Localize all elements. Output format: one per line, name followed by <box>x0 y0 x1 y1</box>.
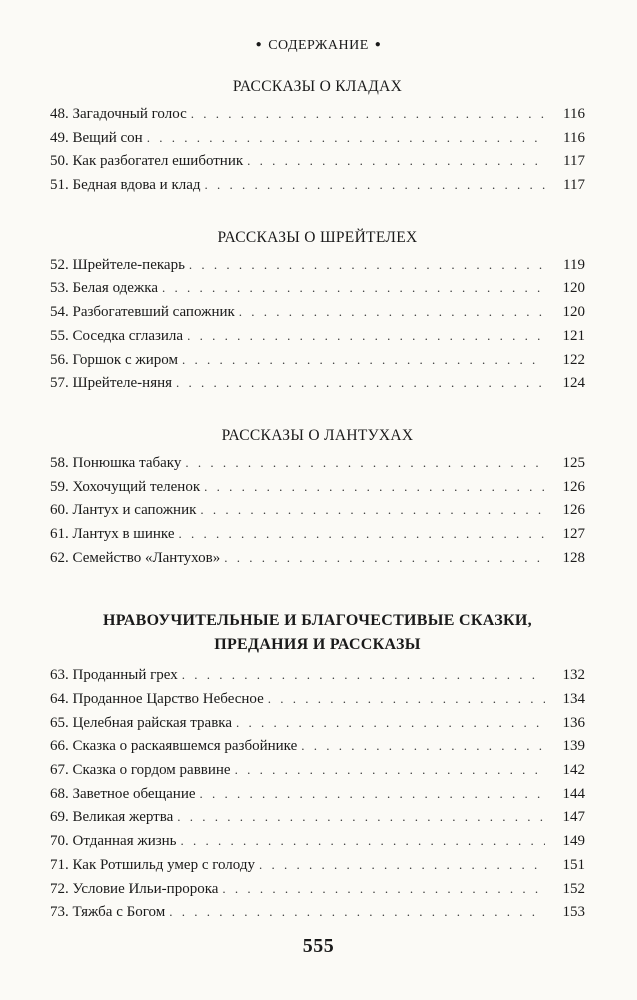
toc-entry[interactable] <box>50 738 585 762</box>
toc-entry[interactable] <box>50 526 585 550</box>
toc-entry[interactable] <box>50 280 585 304</box>
bullet-icon: ● <box>255 39 263 50</box>
toc-entry[interactable] <box>50 691 585 715</box>
entry-page: 153 <box>562 904 585 921</box>
section-title: РАССКАЗЫ О КЛАДАХ <box>232 78 403 95</box>
entry-page: 124 <box>562 375 585 392</box>
leader-dots <box>301 738 545 754</box>
leader-dots <box>236 715 545 731</box>
leader-dots <box>169 904 545 920</box>
entry-page: 134 <box>562 691 585 707</box>
leader-dots <box>204 479 545 495</box>
entry-page: 127 <box>562 525 585 542</box>
toc-entry[interactable] <box>50 153 585 177</box>
entry-page: 126 <box>562 478 585 495</box>
leader-dots <box>181 833 545 849</box>
entry-page: 152 <box>562 880 585 897</box>
leader-dots <box>178 526 545 542</box>
leader-dots <box>162 280 545 296</box>
leader-dots <box>224 550 545 566</box>
entry-page: 144 <box>562 785 585 802</box>
leader-dots <box>200 786 545 802</box>
entry-title: 61. Лантух в шинке <box>50 525 175 542</box>
entry-page: 136 <box>562 714 585 731</box>
leader-dots <box>182 667 545 683</box>
running-head <box>0 38 637 54</box>
entry-title: 64. Проданное Царство Небесное <box>50 691 264 707</box>
entry-title: 63. Проданный грех <box>50 667 178 684</box>
toc-content <box>50 72 585 928</box>
toc-entry[interactable] <box>50 304 585 328</box>
entry-page: 125 <box>562 454 585 471</box>
entry-title: 70. Отданная жизнь <box>50 833 177 850</box>
entry-page: 151 <box>562 856 585 873</box>
leader-dots <box>182 352 545 368</box>
page-number: 555 <box>302 935 335 957</box>
toc-entry[interactable] <box>50 904 585 928</box>
entry-page: 117 <box>563 153 585 170</box>
toc-entry[interactable] <box>50 479 585 503</box>
entry-page: 147 <box>562 809 585 826</box>
entry-title: 48. Загадочный голос <box>50 106 187 122</box>
leader-dots <box>235 762 545 778</box>
toc-entry[interactable] <box>50 715 585 739</box>
leader-dots <box>247 153 545 169</box>
entry-page: 117 <box>563 177 585 194</box>
entry-title: 69. Великая жертва <box>50 809 174 826</box>
section-title: РАССКАЗЫ О ЛАНТУХАХ <box>221 426 414 444</box>
entry-title: 54. Разбогатевший сапожник <box>50 304 235 321</box>
leader-dots <box>268 691 545 707</box>
entry-title: 55. Соседка сглазила <box>50 327 184 344</box>
entry-page: 128 <box>562 549 585 566</box>
toc-entry[interactable] <box>50 375 585 399</box>
entry-page: 139 <box>562 738 585 755</box>
entry-title: 65. Целебная райская травка <box>50 714 233 731</box>
entry-title: 73. Тяжба с Богом <box>50 904 166 921</box>
running-head-text: СОДЕРЖАНИЕ <box>268 38 369 53</box>
entry-page: 126 <box>562 502 585 519</box>
entry-title: 50. Как разбогател ешиботник <box>50 153 244 170</box>
toc-entry[interactable] <box>50 550 585 574</box>
entry-page: 116 <box>563 129 585 146</box>
leader-dots <box>189 257 545 273</box>
entry-page: 116 <box>563 106 585 122</box>
entry-title: 51. Бедная вдова и клад <box>50 177 201 194</box>
leader-dots <box>187 328 545 344</box>
toc-entry[interactable] <box>50 786 585 810</box>
toc-entry[interactable] <box>50 502 585 526</box>
entry-page: 149 <box>562 833 585 850</box>
bullet-icon: ● <box>374 39 382 50</box>
toc-entry[interactable] <box>50 857 585 881</box>
entry-page: 120 <box>562 304 585 321</box>
toc-entry[interactable] <box>50 130 585 154</box>
entry-page: 119 <box>563 256 585 273</box>
entry-page: 122 <box>562 351 585 368</box>
toc-entry[interactable] <box>50 455 585 479</box>
entry-title: 57. Шрейтеле-няня <box>50 375 173 392</box>
leader-dots <box>185 455 545 471</box>
toc-entry[interactable] <box>50 833 585 857</box>
section-title-line: НРАВОУЧИТЕЛЬНЫЕ И БЛАГОЧЕСТИВЫЕ СКАЗКИ, <box>103 612 532 630</box>
entry-title: 72. Условие Ильи-пророка <box>50 880 219 897</box>
leader-dots <box>239 304 545 320</box>
leader-dots <box>259 857 545 873</box>
leader-dots <box>191 106 545 122</box>
entry-title: 62. Семейство «Лантухов» <box>50 549 221 566</box>
entry-title: 53. Белая одежка <box>50 280 159 297</box>
toc-entry[interactable] <box>50 106 585 130</box>
toc-entry[interactable] <box>50 257 585 281</box>
section-title <box>50 609 585 657</box>
toc-entry[interactable] <box>50 881 585 905</box>
leader-dots <box>147 130 545 146</box>
entry-page: 142 <box>562 762 585 779</box>
entry-title: 67. Сказка о гордом раввине <box>50 762 231 779</box>
leader-dots <box>205 177 545 193</box>
toc-entry[interactable] <box>50 352 585 376</box>
entry-title: 66. Сказка о раскаявшемся разбойнике <box>50 738 298 755</box>
toc-entry[interactable] <box>50 809 585 833</box>
toc-entry[interactable] <box>50 328 585 352</box>
entry-title: 49. Вещий сон <box>50 129 143 146</box>
entry-title: 58. Понюшка табаку <box>50 454 182 471</box>
entry-page: 120 <box>562 280 585 297</box>
leader-dots <box>200 502 545 518</box>
entry-page: 121 <box>562 327 585 344</box>
entry-title: 60. Лантух и сапожник <box>50 502 197 519</box>
leader-dots <box>177 809 545 825</box>
leader-dots <box>222 881 545 897</box>
section-title-line: ПРЕДАНИЯ И РАССКАЗЫ <box>214 636 421 654</box>
entry-page: 132 <box>562 667 585 684</box>
toc-entry[interactable] <box>50 667 585 691</box>
leader-dots <box>176 375 545 391</box>
toc-entry[interactable] <box>50 177 585 201</box>
toc-entry[interactable] <box>50 762 585 786</box>
entry-title: 56. Горшок с жиром <box>50 351 178 368</box>
entry-title: 71. Как Ротшильд умер с голоду <box>50 856 255 873</box>
entry-title: 68. Заветное обещание <box>50 785 196 802</box>
section-title: РАССКАЗЫ О ШРЕЙТЕЛЕХ <box>217 228 418 246</box>
entry-title: 52. Шрейтеле-пекарь <box>50 256 185 273</box>
entry-title: 59. Хохочущий теленок <box>50 478 201 495</box>
